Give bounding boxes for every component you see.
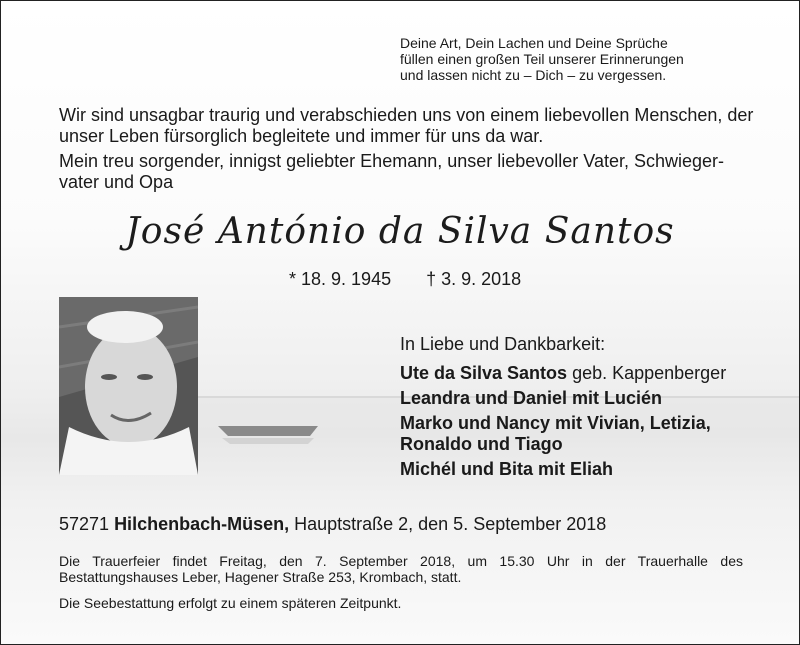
intro-paragraph: Mein treu sorgender, innigst geliebter Ehemann, unser liebevoller Vater, Schwieger-vater und Opa (59, 151, 725, 192)
family-member: Marko und Nancy mit Vivian, Letizia, Ronaldo und Tiago (400, 413, 711, 454)
family-heading: In Liebe und Dankbarkeit: (400, 334, 606, 354)
quote-line: füllen einen großen Teil unserer Erinnerungen (400, 51, 684, 67)
address-line (59, 514, 606, 535)
life-dates (289, 269, 521, 290)
family-member: Michél und Bita mit Eliah (400, 459, 614, 479)
family-list (400, 334, 780, 484)
postcode: 57271 (59, 514, 115, 534)
memorial-quote (400, 35, 740, 83)
boat-image (218, 426, 318, 444)
quote-line: Deine Art, Dein Lachen und Deine Sprüche (400, 35, 668, 51)
family-member (400, 363, 780, 384)
death-date: † 3. 9. 2018 (426, 269, 522, 289)
sea-burial-info: Die Seebestattung erfolgt zu einem späteren Zeitpunkt. (59, 595, 402, 611)
street-and-date: Hauptstraße 2, den 5. September 2018 (289, 514, 607, 534)
intro-paragraph: Wir sind unsagbar traurig und verabschieden uns von einem liebevollen Menschen, der unser Leben fürsorglich begleitete und immer für uns da war. (59, 105, 754, 146)
intro-text (59, 105, 759, 197)
birth-date: * 18. 9. 1945 (289, 269, 392, 289)
town: Hilchenbach-Müsen, (114, 514, 290, 534)
funeral-service-info: Die Trauerfeier findet Freitag, den 7. September 2018, um 15.30 Uhr in der Trauerhalle des Bestattungshauses Leber, Hagener Straße 253, Krombach, statt. (59, 553, 743, 585)
deceased-name: José António da Silva Santos (125, 211, 675, 252)
quote-line: und lassen nicht zu – Dich – zu vergessen. (400, 67, 667, 83)
spouse-name: Ute da Silva Santos (400, 363, 568, 383)
family-member: Leandra und Daniel mit Lucién (400, 388, 663, 408)
portrait-photo (59, 297, 198, 475)
spouse-maiden-name: geb. Kappenberger (567, 363, 727, 383)
